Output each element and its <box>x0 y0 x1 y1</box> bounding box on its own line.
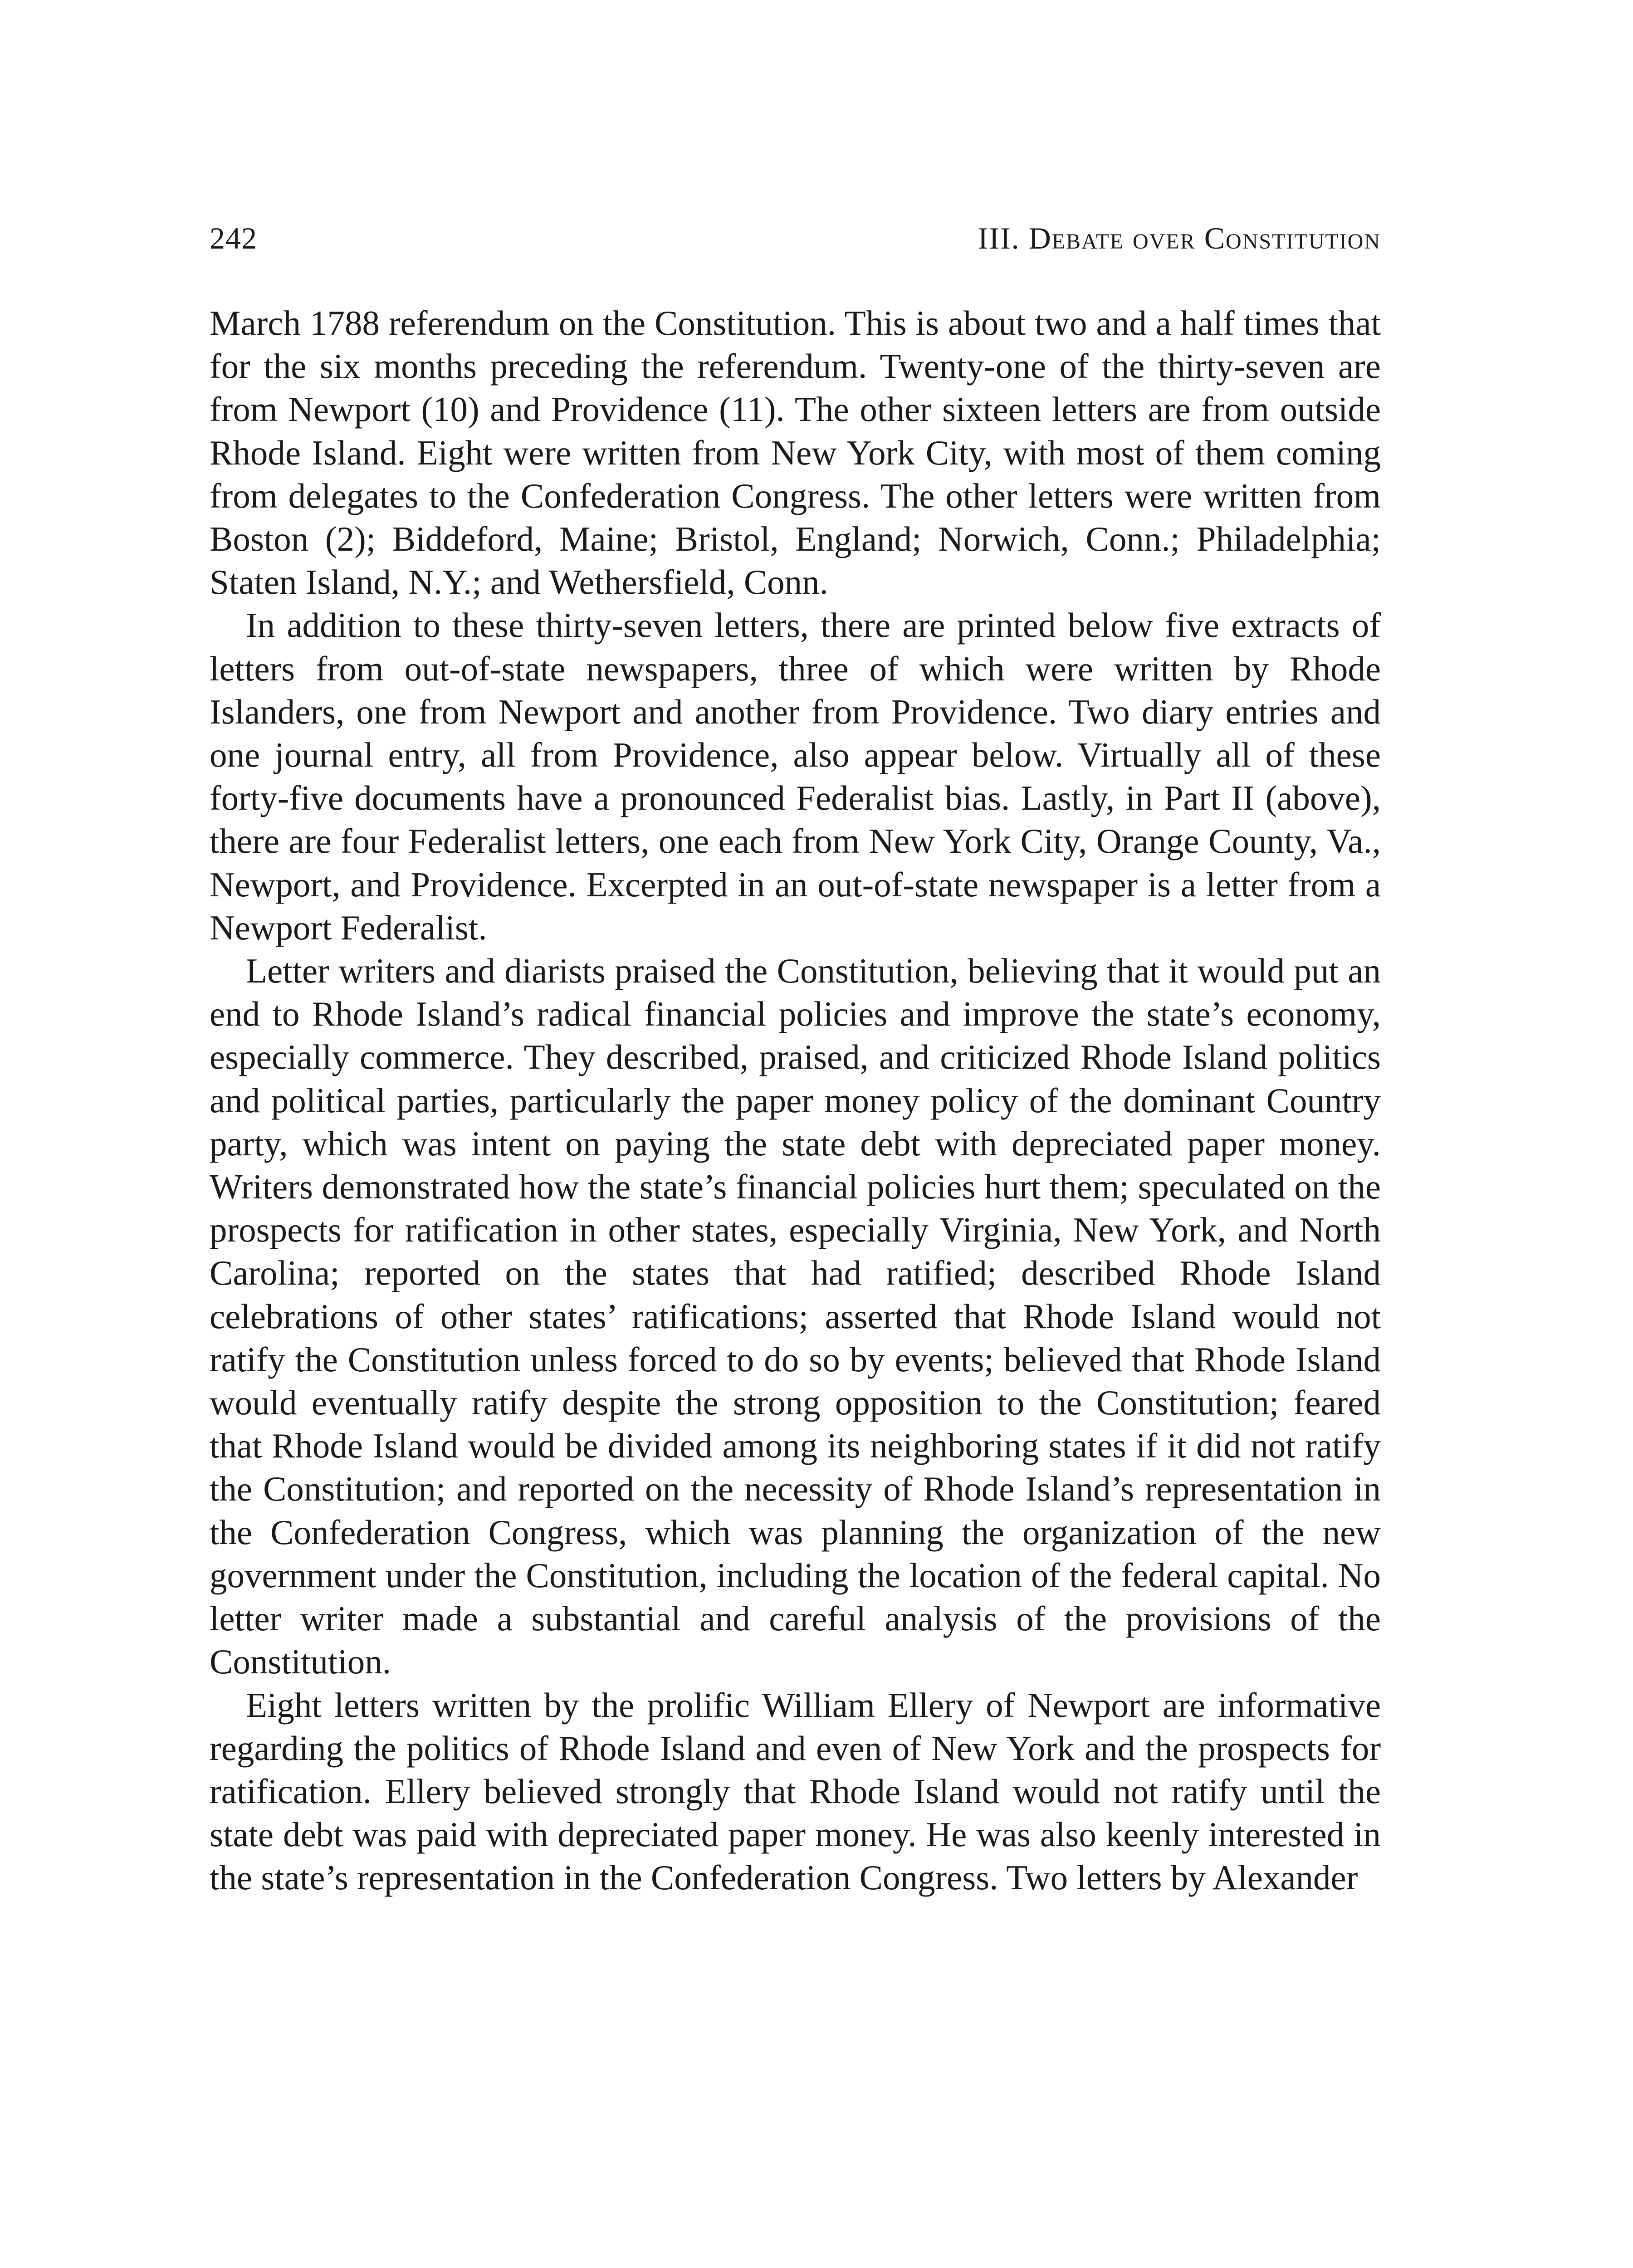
paragraph: Letter writers and diarists praised the Constitution, believing that it would put an end to Rhode Island’s radical financial policies and improve the state’s economy, especially commerce. They described, praised, and criticized Rhode Island politics and political parties, particularly the paper money policy of the dominant Country party, which was intent on paying the state debt with depreciated paper money. Writers demonstrated how the state’s financial policies hurt them; speculated on the prospects for ratification in other states, especially Virginia, New York, and North Carolina; reported on the states that had ratified; described Rhode Island celebrations of other states’ ratifications; asserted that Rhode Island would not ratify the Constitution unless forced to do so by events; believed that Rhode Island would eventually ratify despite the strong opposition to the Constitution; feared that Rhode Island would be divided among its neighboring states if it did not ratify the Constitution; and reported on the necessity of Rhode Island’s representation in the Confederation Congress, which was planning the organization of the new government under the Constitution, including the location of the federal capital. No letter writer made a substantial and careful analysis of the provisions of the Constitution. <box>210 951 1381 1681</box>
running-head <box>210 218 1381 259</box>
section-title: III. Debate over Constitution <box>978 221 1381 255</box>
page-number: 242 <box>210 221 257 255</box>
paragraph: In addition to these thirty-seven letters, there are printed below five extracts of letters from out-of-state newspapers, three of which were written by Rhode Islanders, one from Newport and another from Providence. Two diary entries and one journal entry, all from Providence, also appear below. Virtually all of these forty-five documents have a pronounced Federalist bias. Lastly, in Part II (above), there are four Federalist letters, one each from New York City, Orange County, Va., Newport, and Providence. Excerpted in an out-of-state newspaper is a letter from a Newport Federalist. <box>210 606 1381 947</box>
paragraph-continued: March 1788 referendum on the Constitution. This is about two and a half times that for the six months preceding the referendum. Twenty-one of the thirty-seven are from Newport (10) and Providence (11). The other sixteen letters are from outside Rhode Island. Eight were written from New York City, with most of them coming from delegates to the Confederation Congress. The other letters were written from Boston (2); Biddeford, Maine; Bristol, England; Norwich, Conn.; Philadelphia; Staten Island, N.Y.; and Wethersfield, Conn. <box>210 303 1381 602</box>
paragraph: Eight letters written by the prolific William Ellery of Newport are informative regarding the politics of Rhode Island and even of New York and the prospects for ratification. Ellery believed strongly that Rhode Island would not ratify until the state debt was paid with depreciated paper money. He was also keenly interested in the state’s representation in the Confederation Congress. Two letters by Alexander <box>210 1685 1381 1897</box>
body-text <box>210 302 1381 1900</box>
